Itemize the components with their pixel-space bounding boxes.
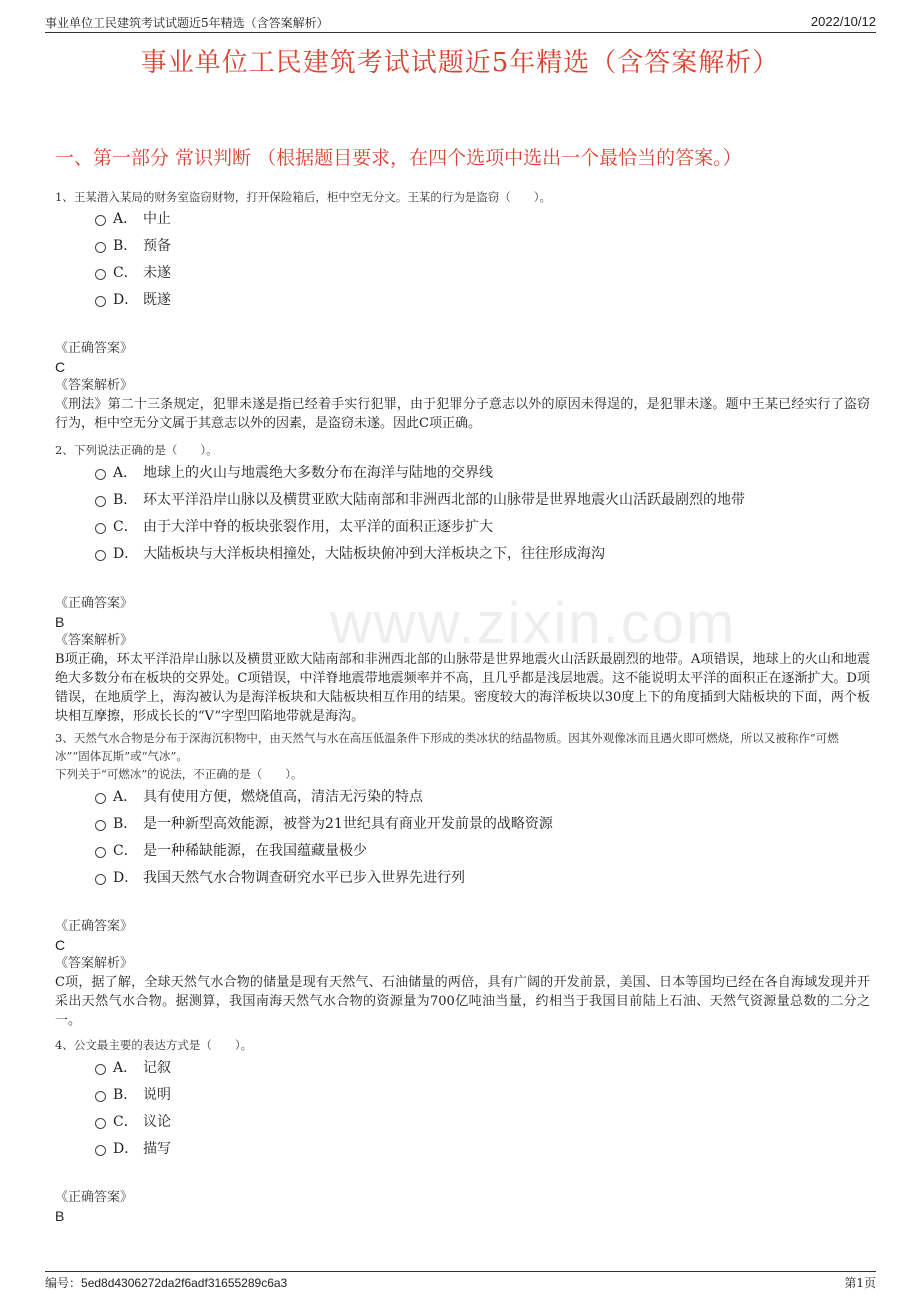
- question-4: [55, 1036, 870, 1225]
- option-letter: A．: [113, 789, 138, 805]
- option-text: 中止: [143, 211, 171, 227]
- question-2: [55, 441, 870, 726]
- page-number-prefix: 第: [844, 1276, 857, 1290]
- radio-icon[interactable]: [95, 1091, 106, 1102]
- analysis-text: B项正确，环太平洋沿岸山脉以及横贯亚欧大陆南部和非洲西北部的山脉带是世界地震火山活跃最剧烈的地带。A项错误，地球上的火山和地震绝大多数分布在板块的交界处。C项错误，中洋脊地震带地震频率并不高，且几乎都是浅层地震。这不能说明太平洋的面积正在逐渐扩大。D项错误，在地质学上，海沟被认为是海洋板块和大陆板块相互作用的结果。密度较大的海洋板块以30度上下的角度插到大陆板块的下面，两个板块相互摩擦，形成长长的“V”字型凹陷地带就是海沟。: [55, 652, 870, 724]
- option-letter: B．: [113, 816, 138, 832]
- analysis-label: 《答案解析》: [55, 378, 134, 393]
- option-letter: D．: [113, 870, 139, 886]
- option-d[interactable]: [55, 290, 870, 317]
- question-stem-2: 下列关于“可燃冰”的说法，不正确的是（ ）。: [55, 767, 303, 781]
- question-stem: 2、下列说法正确的是（ ）。: [55, 443, 218, 457]
- option-letter: A．: [113, 211, 138, 227]
- option-letter: D．: [113, 292, 139, 308]
- document-code-label: 编号：: [45, 1276, 82, 1290]
- option-text: 是一种新型高效能源，被誉为21世纪具有商业开发前景的战略资源: [143, 816, 553, 832]
- watermark: www.zixin.com: [330, 591, 737, 656]
- analysis-label: 《答案解析》: [55, 956, 134, 971]
- option-d[interactable]: [55, 544, 870, 571]
- option-a[interactable]: [55, 787, 870, 814]
- option-c[interactable]: [55, 263, 870, 290]
- correct-answer-label: 《正确答案》: [55, 341, 134, 356]
- option-letter: D．: [113, 546, 139, 562]
- radio-icon[interactable]: [95, 874, 106, 885]
- option-a[interactable]: [55, 209, 870, 236]
- page-number-suffix: 页: [863, 1276, 876, 1290]
- option-letter: B．: [113, 1087, 138, 1103]
- page-number: [844, 1274, 876, 1291]
- page-number-value: 1: [856, 1276, 864, 1290]
- document-code-value: 5ed8d4306272da2f6adf31655289c6a3: [81, 1276, 288, 1290]
- option-letter: C．: [113, 265, 138, 281]
- question-stem: 1、王某潜入某局的财务室盗窃财物，打开保险箱后，柜中空无分文。王某的行为是盗窃（ ）。: [55, 190, 552, 204]
- option-b[interactable]: [55, 814, 870, 841]
- option-a[interactable]: [55, 1058, 870, 1085]
- analysis-text: 《刑法》第二十三条规定，犯罪未遂是指已经着手实行犯罪，由于犯罪分子意志以外的原因未得逞的，是犯罪未遂。题中王某已经实行了盗窃行为，柜中空无分文属于其意志以外的因素，是盗窃未遂。因此C项正确。: [55, 397, 870, 431]
- question-stem: 3、天然气水合物是分布于深海沉积物中，由天然气与水在高压低温条件下形成的类冰状的结晶物质。因其外观像冰而且遇火即可燃烧，所以又被称作“可燃冰”“固体瓦斯”或“气冰”。: [55, 731, 839, 763]
- option-text: 地球上的火山与地震绝大多数分布在海洋与陆地的交界线: [143, 465, 493, 481]
- radio-icon[interactable]: [95, 847, 106, 858]
- option-c[interactable]: [55, 517, 870, 544]
- radio-icon[interactable]: [95, 469, 106, 480]
- option-c[interactable]: [55, 841, 870, 868]
- correct-answer: C: [55, 359, 66, 375]
- correct-answer: B: [55, 1208, 65, 1224]
- section-title: 一、第一部分 常识判断 （根据题目要求，在四个选项中选出一个最恰当的答案。）: [55, 147, 742, 169]
- option-text: 我国天然气水合物调查研究水平已步入世界先进行列: [143, 870, 465, 886]
- radio-icon[interactable]: [95, 523, 106, 534]
- option-letter: A．: [113, 465, 138, 481]
- correct-answer-label: 《正确答案》: [55, 919, 134, 934]
- option-text: 既遂: [143, 292, 171, 308]
- analysis-text: C项，据了解，全球天然气水合物的储量是现有天然气、石油储量的两倍，具有广阔的开发前景，美国、日本等国均已经在各自海域发现并开采出天然气水合物。据测算，我国南海天然气水合物的资源量为700亿吨油当量，约相当于我国目前陆上石油、天然气资源量总数的二分之一。: [55, 975, 870, 1028]
- document-title: 事业单位工民建筑考试试题近5年精选（含答案解析）: [140, 48, 780, 78]
- option-text: 预备: [143, 238, 171, 254]
- analysis-label: 《答案解析》: [55, 633, 134, 648]
- option-text: 环太平洋沿岸山脉以及横贯亚欧大陆南部和非洲西北部的山脉带是世界地震火山活跃最剧烈的地带: [143, 492, 745, 508]
- correct-answer-label: 《正确答案》: [55, 596, 134, 611]
- radio-icon[interactable]: [95, 550, 106, 561]
- option-letter: A．: [113, 1060, 138, 1076]
- option-d[interactable]: [55, 868, 870, 895]
- radio-icon[interactable]: [95, 496, 106, 507]
- correct-answer-label: 《正确答案》: [55, 1190, 134, 1205]
- header-date: 2022/10/12: [810, 14, 876, 29]
- option-text: 议论: [143, 1114, 171, 1130]
- option-text: 记叙: [143, 1060, 171, 1076]
- option-a[interactable]: [55, 463, 870, 490]
- option-c[interactable]: [55, 1112, 870, 1139]
- option-letter: C．: [113, 1114, 138, 1130]
- option-letter: B．: [113, 492, 138, 508]
- option-text: 由于大洋中脊的板块张裂作用，太平洋的面积正逐步扩大: [143, 519, 493, 535]
- document-code: [45, 1274, 287, 1291]
- option-text: 具有使用方便，燃烧值高，清洁无污染的特点: [143, 789, 423, 805]
- radio-icon[interactable]: [95, 793, 106, 804]
- correct-answer: B: [55, 614, 65, 630]
- radio-icon[interactable]: [95, 242, 106, 253]
- page-footer: [45, 1271, 876, 1292]
- option-letter: C．: [113, 519, 138, 535]
- option-text: 大陆板块与大洋板块相撞处，大陆板块俯冲到大洋板块之下，往往形成海沟: [143, 546, 605, 562]
- option-text: 说明: [143, 1087, 171, 1103]
- page-header: [45, 14, 876, 33]
- header-doc-title: 事业单位工民建筑考试试题近5年精选（含答案解析）: [45, 16, 329, 30]
- option-text: 是一种稀缺能源，在我国蕴藏量极少: [143, 843, 367, 859]
- radio-icon[interactable]: [95, 1064, 106, 1075]
- question-stem: 4、公文最主要的表达方式是（ ）。: [55, 1038, 253, 1052]
- option-text: 未遂: [143, 265, 171, 281]
- radio-icon[interactable]: [95, 1118, 106, 1129]
- question-3: [55, 729, 870, 1030]
- radio-icon[interactable]: [95, 215, 106, 226]
- option-letter: B．: [113, 238, 138, 254]
- correct-answer: C: [55, 937, 66, 953]
- option-d[interactable]: [55, 1139, 870, 1166]
- radio-icon[interactable]: [95, 296, 106, 307]
- option-b[interactable]: [55, 490, 870, 517]
- option-b[interactable]: [55, 236, 870, 263]
- question-1: [55, 188, 870, 433]
- option-letter: D．: [113, 1141, 139, 1157]
- radio-icon[interactable]: [95, 820, 106, 831]
- option-b[interactable]: [55, 1085, 870, 1112]
- radio-icon[interactable]: [95, 269, 106, 280]
- option-letter: C．: [113, 843, 138, 859]
- radio-icon[interactable]: [95, 1145, 106, 1156]
- option-text: 描写: [143, 1141, 171, 1157]
